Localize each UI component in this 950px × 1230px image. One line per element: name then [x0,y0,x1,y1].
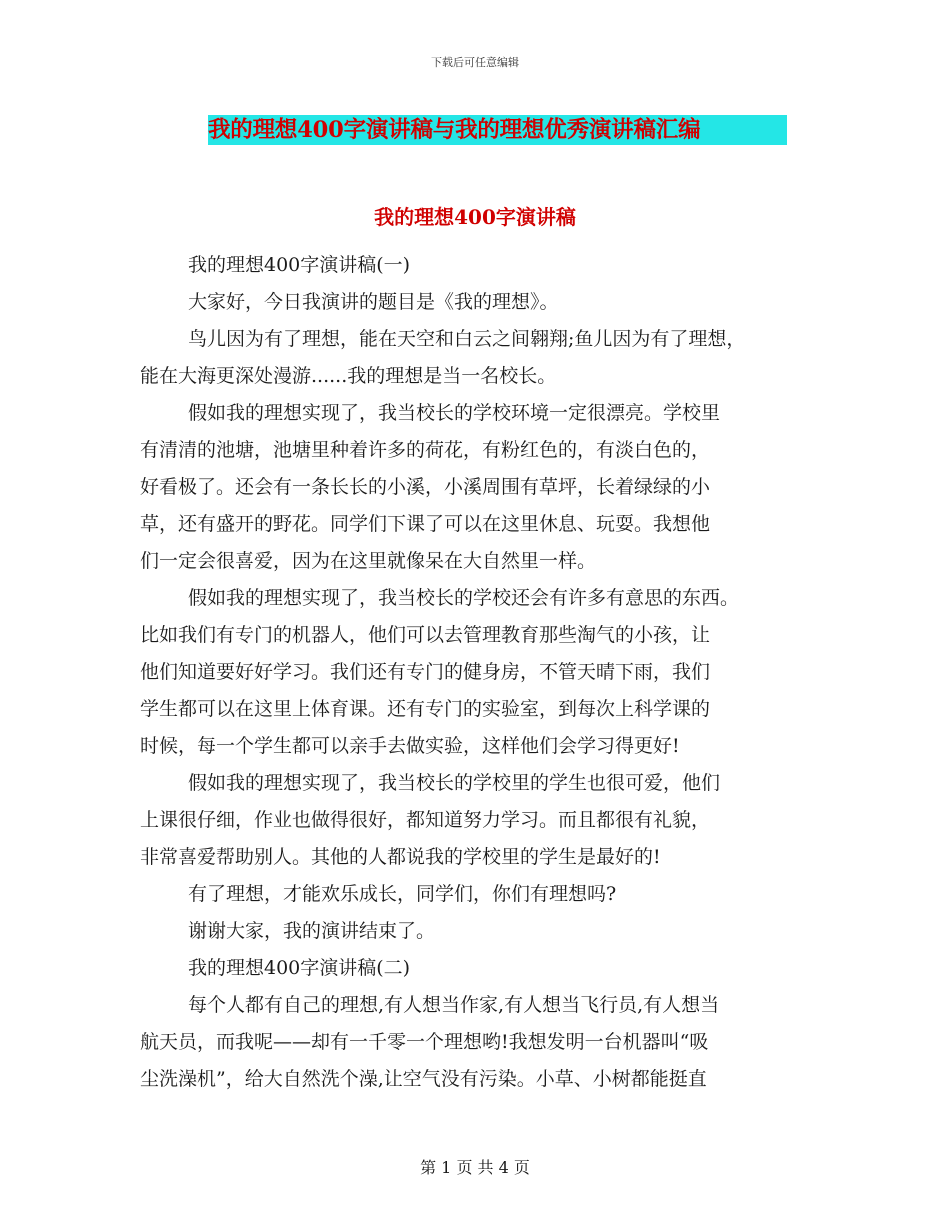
text-line: 们一定会很喜爱，因为在这里就像呆在大自然里一样。 [140,550,597,572]
text-line: 谢谢大家，我的演讲结束了。 [188,920,436,942]
page-header: 下载后可任意编辑 [431,56,519,69]
text-line: 草，还有盛开的野花。同学们下课了可以在这里休息、玩耍。我想他 [140,513,711,535]
text-line: 上课很仔细，作业也做得很好，都知道努力学习。而且都很有礼貌， [140,809,711,831]
text-line: 假如我的理想实现了，我当校长的学校里的学生也很可爱，他们 [188,772,721,794]
text-line: 有了理想，才能欢乐成长，同学们，你们有理想吗? [188,883,617,905]
text-line: 假如我的理想实现了，我当校长的学校还会有许多有意思的东西。 [188,587,740,609]
text-line: 非常喜爱帮助别人。其他的人都说我的学校里的学生是最好的! [140,846,661,868]
text-line: 能在大海更深处漫游......我的理想是当一名校长。 [140,365,557,387]
text-line: 比如我们有专门的机器人，他们可以去管理教育那些淘气的小孩，让 [140,624,711,646]
text-line: 好看极了。还会有一条长长的小溪，小溪周围有草坪，长着绿绿的小 [140,476,711,498]
text-line: 鸟儿因为有了理想，能在天空和白云之间翱翔;鱼儿因为有了理想， [188,328,746,350]
text-line: 有清清的池塘，池塘里种着许多的荷花，有粉红色的，有淡白色的， [140,439,711,461]
text-line: 学生都可以在这里上体育课。还有专门的实验室，到每次上科学课的 [140,698,711,720]
text-line: 时候，每一个学生都可以亲手去做实验，这样他们会学习得更好! [140,735,680,757]
page-footer: 第 1 页 共 4 页 [420,1158,530,1177]
document-title: 我的理想400字演讲稿与我的理想优秀演讲稿汇编 [208,115,787,145]
text-line: 大家好，今日我演讲的题目是《我的理想》。 [188,291,559,313]
text-line: 每个人都有自己的理想,有人想当作家,有人想当飞行员,有人想当 [188,994,720,1016]
text-line: 尘洗澡机”，给大自然洗个澡,让空气没有污染。小草、小树都能挺直 [140,1068,707,1090]
text-line: 假如我的理想实现了，我当校长的学校环境一定很漂亮。学校里 [188,402,721,424]
text-line: 航天员，而我呢——却有一千零一个理想哟!我想发明一台机器叫“吸 [140,1031,709,1053]
text-line: 我的理想400字演讲稿(一) [188,254,411,276]
section-title: 我的理想400字演讲稿 [374,205,576,229]
text-line: 他们知道要好好学习。我们还有专门的健身房，不管天晴下雨，我们 [140,661,711,683]
text-line: 我的理想400字演讲稿(二) [188,957,411,979]
